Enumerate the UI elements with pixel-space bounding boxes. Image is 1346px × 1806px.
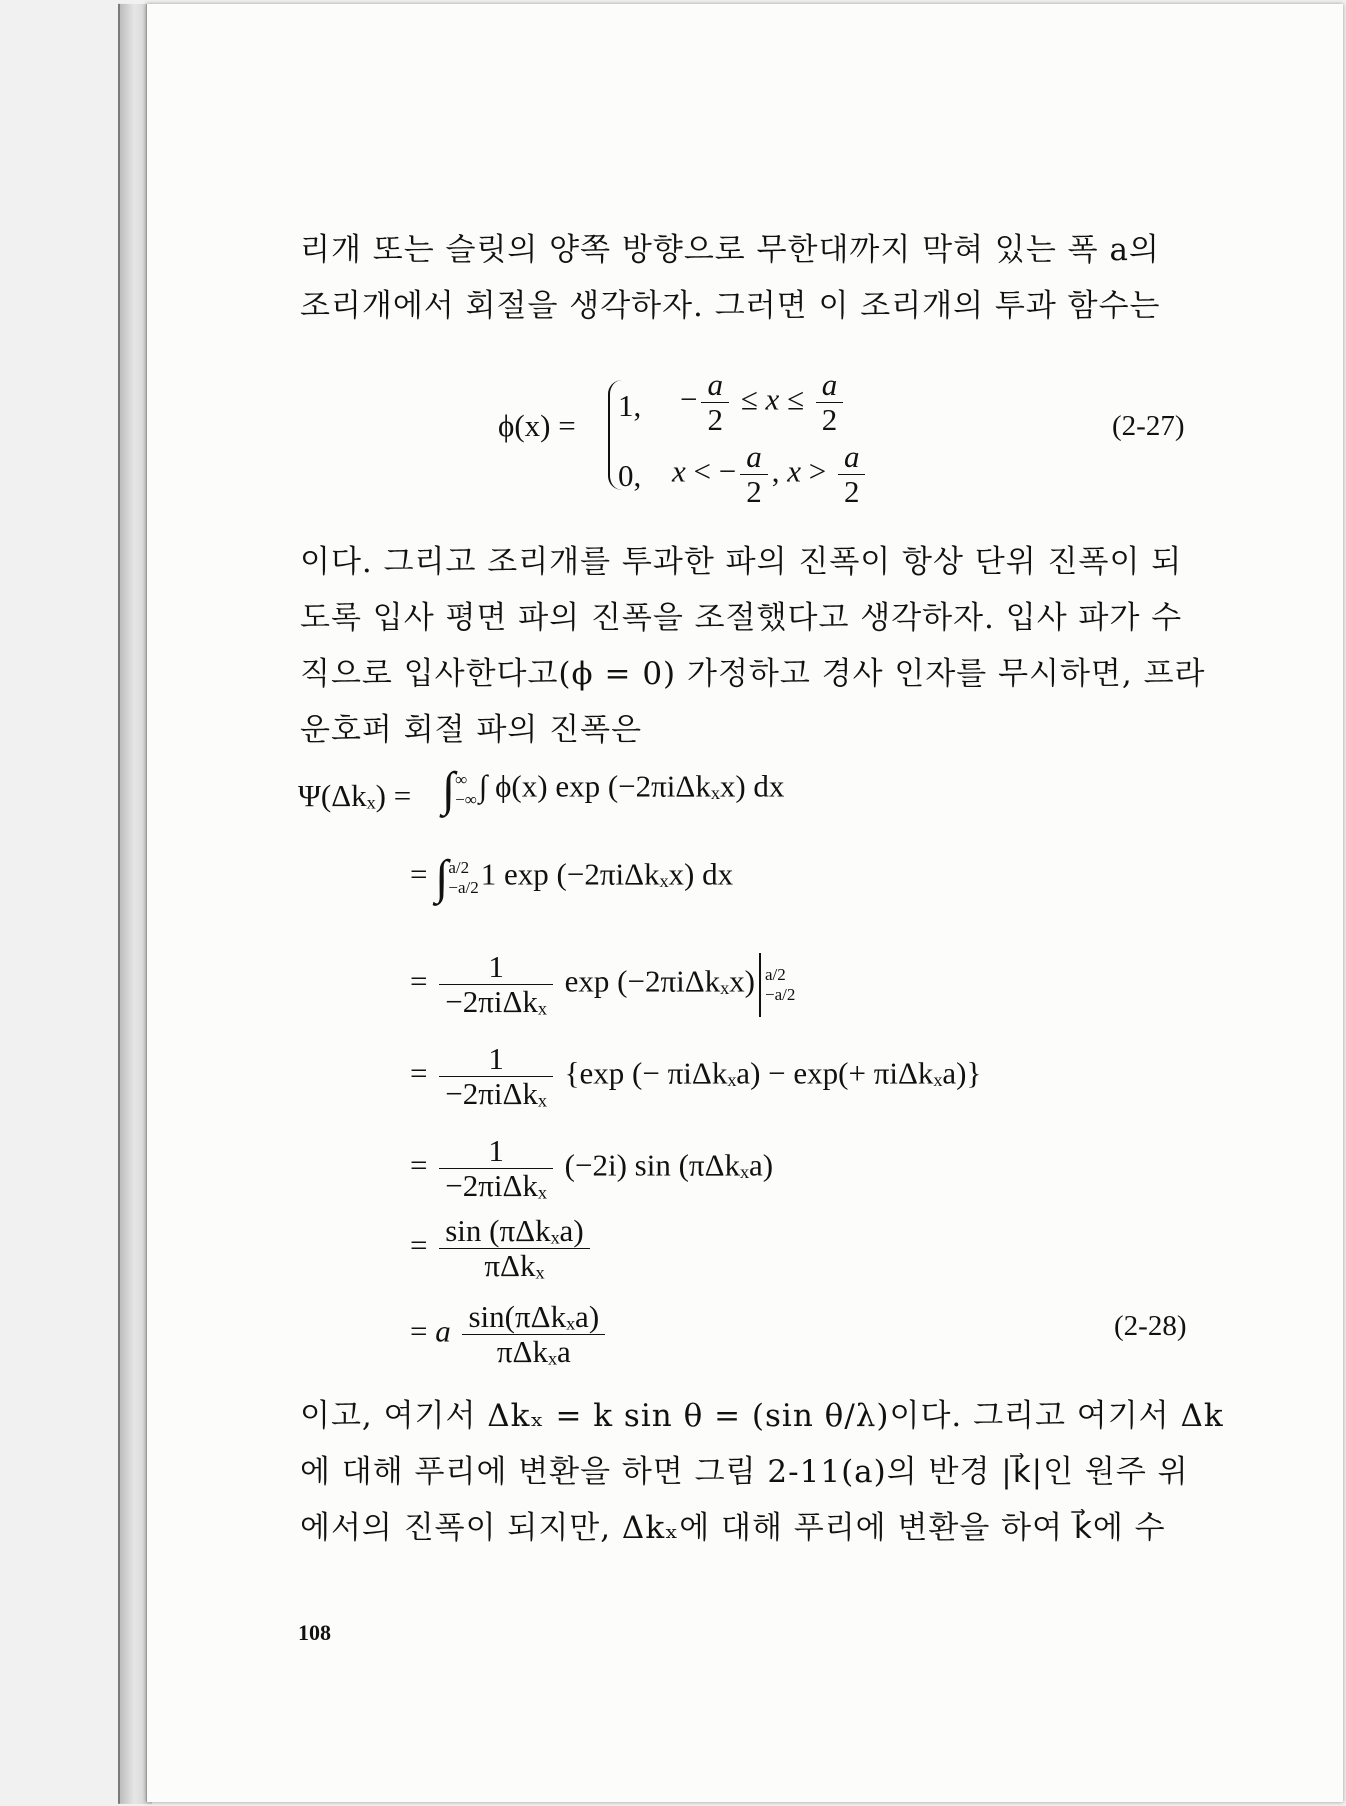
numerator: sin (πΔkₓa)	[439, 1214, 589, 1249]
eq27-case1-value: 1,	[618, 388, 642, 423]
numerator: 1	[439, 950, 553, 985]
integrand: 1 exp (−2πiΔkₓx) dx	[480, 856, 734, 892]
upper-limit: a/2	[448, 857, 470, 877]
denominator: πΔkₓa	[496, 1334, 571, 1369]
upper-limit: ∞	[455, 769, 468, 789]
equation-number-2-27: (2-27)	[1112, 410, 1185, 442]
text-line: 운호퍼 회절 파의 진폭은	[300, 712, 643, 748]
denominator: −2πiΔkₓ	[445, 1168, 547, 1203]
eq28-line-7: = a $\frac{\text{sin(πΔkₓa)}}{\text{πΔkₓa}}$	[410, 1300, 609, 1369]
integrand: ∫ ϕ(x) exp (−2πiΔkₓx) dx	[478, 768, 785, 804]
text-line: 도록 입사 평면 파의 진폭을 조절했다고 생각하자. 입사 파가 수	[300, 600, 1183, 636]
expression: {exp (− πiΔkₓa) − exp(+ πiΔkₓa)}	[564, 1055, 982, 1091]
eq27-lhs: ϕ(x) =	[498, 408, 576, 443]
eq28-line-1: ∫ ∞ −∞ ∫ ϕ(x) exp (−2πiΔkₓx) dx	[442, 763, 785, 816]
page-number: 108	[298, 1620, 331, 1645]
denominator: −2πiΔkₓ	[445, 984, 547, 1019]
evaluation-bar	[759, 953, 761, 1017]
eq28-line-5: = $\frac{1}{\text{−2πiΔkₓ}}$ (−2i) sin (πΔkₓa)	[410, 1133, 774, 1203]
eq28-line-6: = $\frac{\text{sin (πΔkₓa)}}{\text{πΔkₓ}}$	[410, 1214, 594, 1283]
eq28-line-3: = $\frac{1}{\text{−2πiΔkₓ}}$ exp (−2πiΔkₓx) a/2 −a/2	[410, 949, 796, 1019]
paragraph-1	[300, 222, 1200, 334]
numerator: sin(πΔkₓa)	[462, 1300, 605, 1335]
text-line: 에서의 진폭이 되지만, Δkₓ에 대해 푸리에 변환을 하여 k⃗에 수	[300, 1510, 1166, 1546]
eq28-line-4: = $\frac{1}{\text{−2πiΔkₓ}}$ {exp (− πiΔkₓa) − exp(+ πiΔkₓa)}	[410, 1041, 982, 1111]
text-line: 직으로 입사한다고(ϕ = 0) 가정하고 경사 인자를 무시하면, 프라	[300, 656, 1206, 692]
text-line: 리개 또는 슬릿의 양쪽 방향으로 무한대까지 막혀 있는 폭 a의	[300, 232, 1160, 268]
text-line: 이다. 그리고 조리개를 투과한 파의 진폭이 항상 단위 진폭이 되	[300, 544, 1183, 580]
lower-limit: −a/2	[765, 984, 796, 1004]
eq27-case1-condition: − $\frac{a}{2}$ ≤ x ≤ $\frac{a}{2}$	[680, 368, 847, 437]
paragraph-2	[300, 534, 1206, 758]
denominator: −2πiΔkₓ	[445, 1076, 547, 1111]
eq28-line-2: = ∫ a/2 −a/2 1 exp (−2πiΔkₓx) dx	[410, 851, 734, 904]
text-line: 에 대해 푸리에 변환을 하면 그림 2-11(a)의 반경 |k⃗|인 원주 위	[300, 1454, 1189, 1490]
upper-limit: a/2	[765, 964, 786, 984]
prefix: a	[435, 1313, 451, 1349]
equation-number-2-28: (2-28)	[1114, 1310, 1187, 1342]
numerator: 1	[439, 1134, 553, 1169]
lower-limit: −∞	[455, 789, 477, 809]
text-line: 조리개에서 회절을 생각하자. 그러면 이 조리개의 투과 함수는	[300, 288, 1161, 324]
eq27-case2-value: 0,	[618, 458, 642, 493]
text-line: 이고, 여기서 Δkₓ = k sin θ = (sin θ/λ)이다. 그리고 여기서 Δk	[300, 1398, 1224, 1434]
lower-limit: −a/2	[448, 877, 479, 897]
denominator: πΔkₓ	[484, 1248, 545, 1283]
numerator: 1	[439, 1042, 553, 1077]
eq28-lhs: Ψ(Δkₓ) =	[298, 778, 412, 813]
expression: exp (−2πiΔkₓx)	[564, 963, 756, 999]
expression: (−2i) sin (πΔkₓa)	[564, 1147, 774, 1183]
paragraph-3	[300, 1388, 1224, 1556]
eq27-case2-condition: x < − $\frac{a}{2}$ , x > $\frac{a}{2}$	[672, 440, 869, 509]
